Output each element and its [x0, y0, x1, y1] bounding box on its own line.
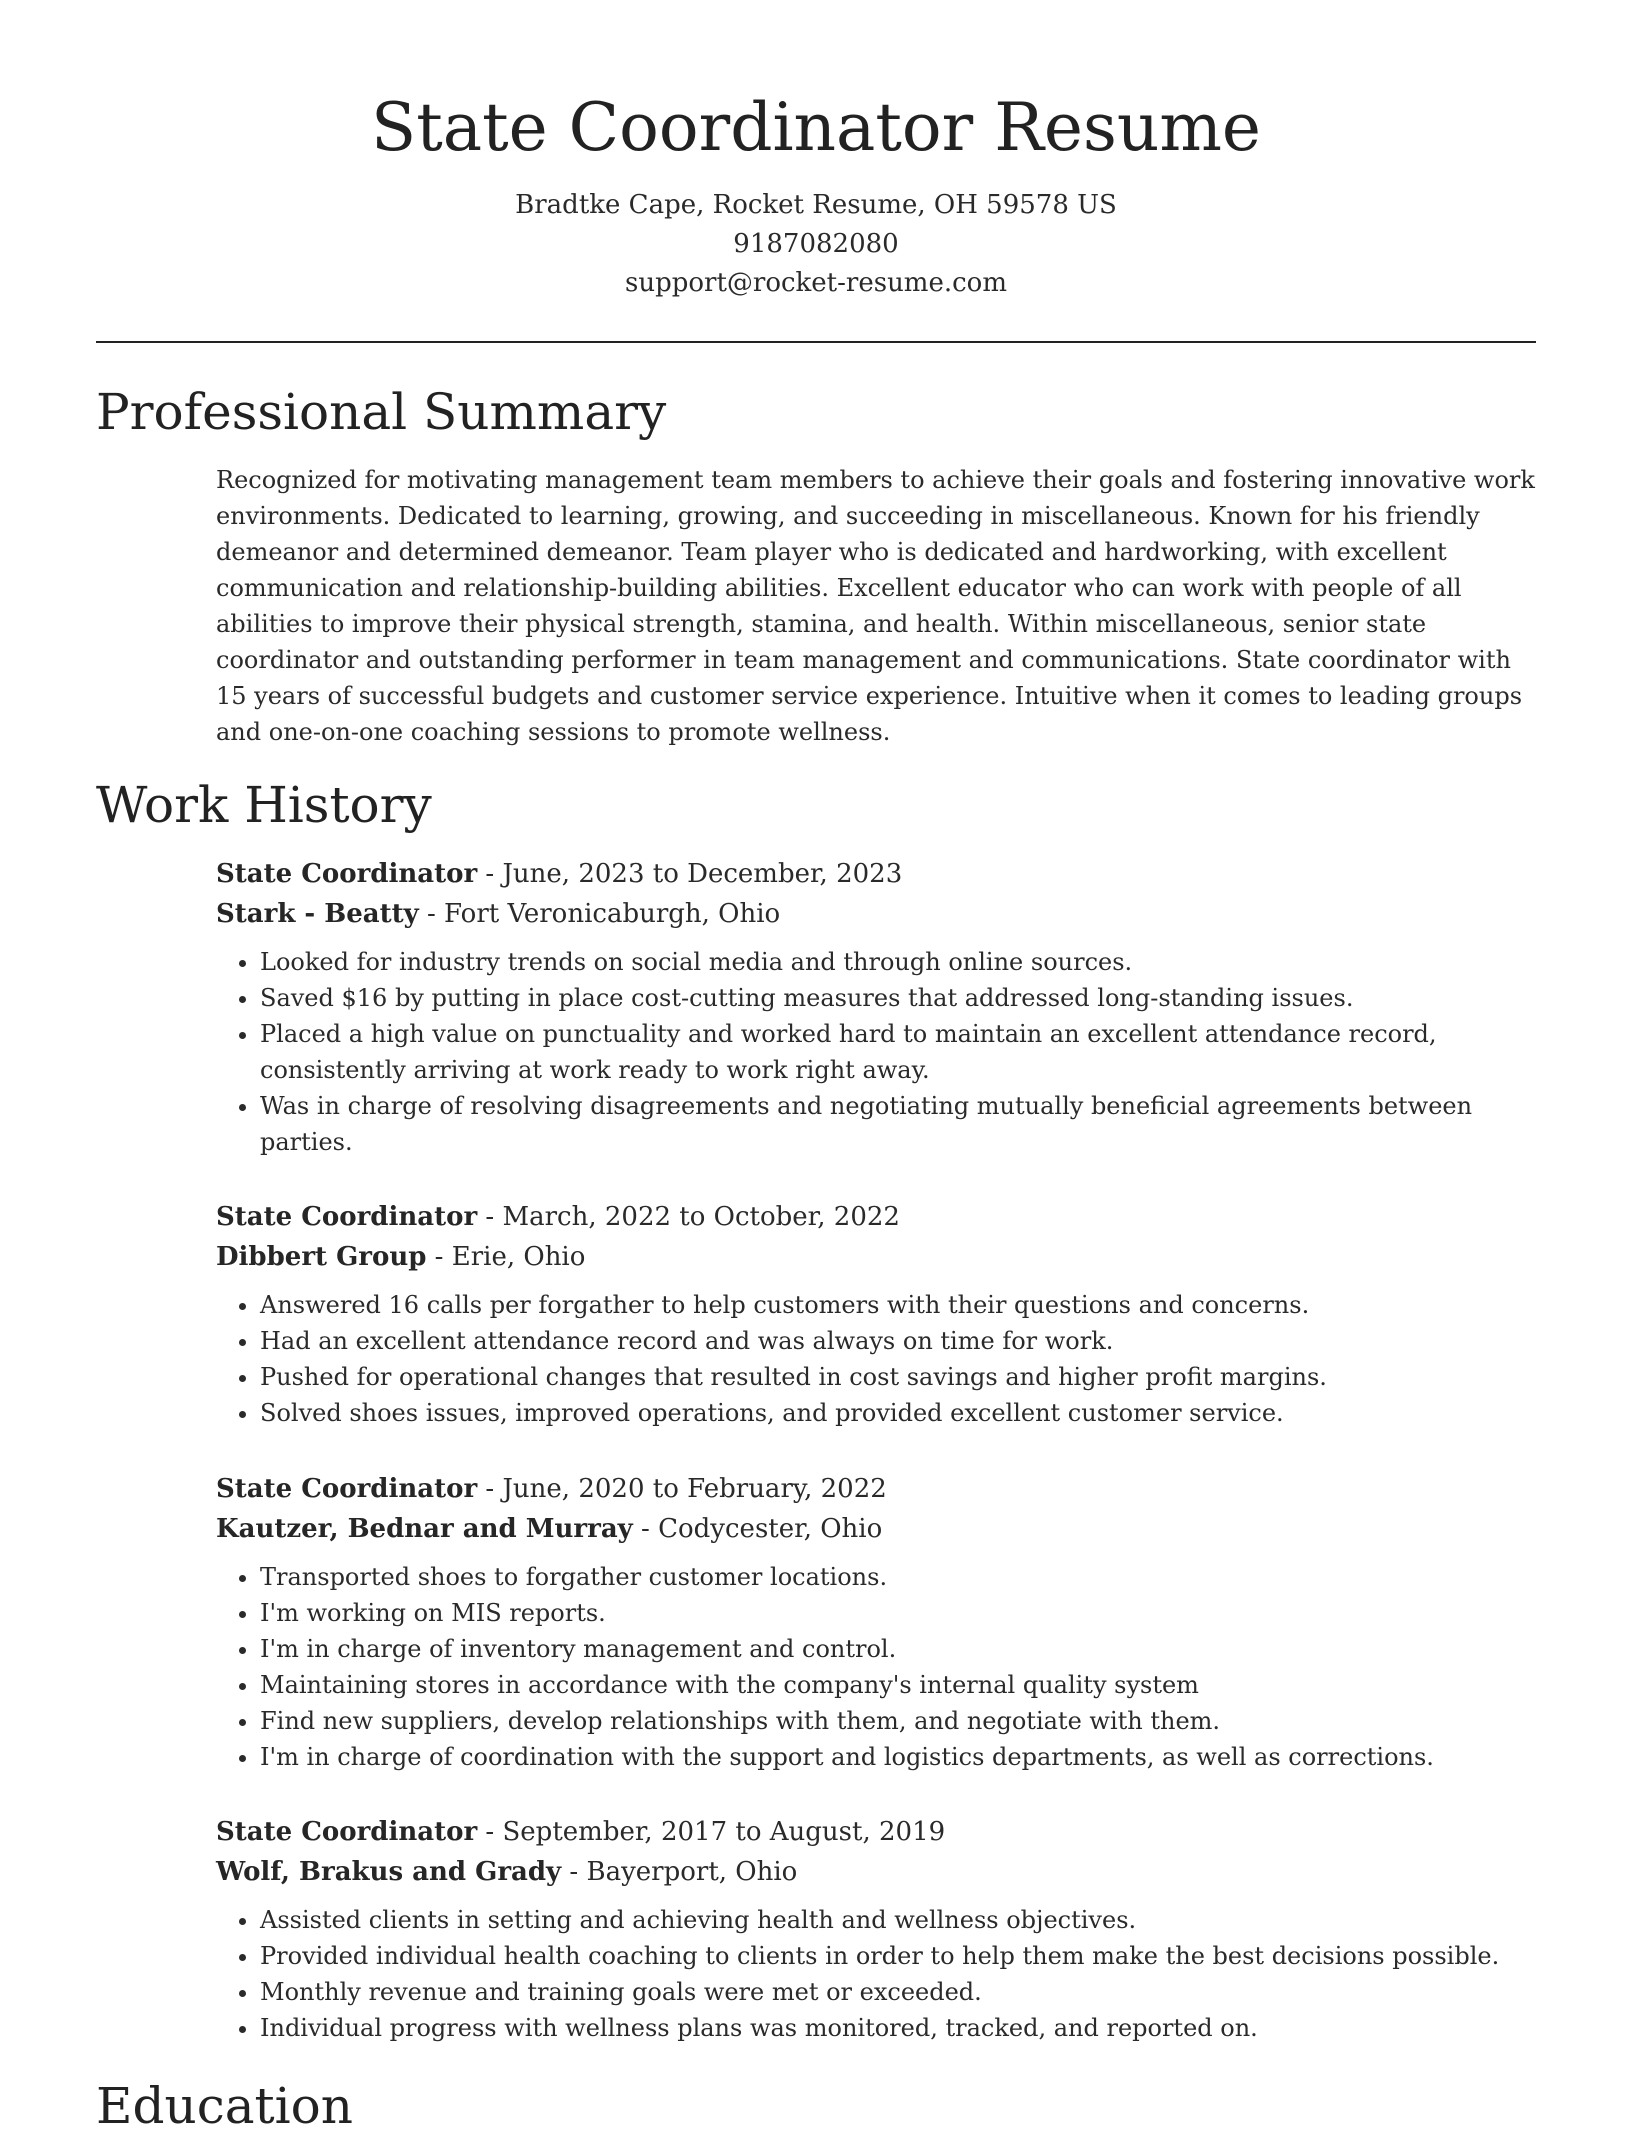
contact-phone: 9187082080 — [733, 229, 899, 259]
job-title-line — [216, 1469, 1536, 1509]
job-bullet: • Placed a high value on punctuality and worked hard to maintain an excellent attendance record, consistently arriving at work ready to work right away. — [260, 1016, 1536, 1088]
job-title: State Coordinator — [216, 1817, 478, 1847]
work-history-heading: Work History — [96, 776, 432, 834]
job-bullet: • Individual progress with wellness plans was monitored, tracked, and reported on. — [260, 2010, 1536, 2046]
education-heading: Education — [96, 2077, 353, 2135]
job-bullet: • I'm working on MIS reports. — [260, 1595, 1536, 1631]
job-bullet: • Find new suppliers, develop relationships with them, and negotiate with them. — [260, 1703, 1536, 1739]
job-company: Wolf, Brakus and Grady — [216, 1857, 562, 1887]
job-location: - Codycester, Ohio — [632, 1514, 883, 1544]
resume-header — [96, 84, 1536, 303]
summary-heading: Professional Summary — [96, 383, 667, 441]
job-bullet: • Saved $16 by putting in place cost-cutting measures that addressed long-standing issues. — [260, 980, 1536, 1016]
contact-email: support@rocket-resume.com — [624, 268, 1007, 298]
job-bullets — [216, 1287, 1536, 1431]
job-dates: - June, 2023 to December, 2023 — [477, 859, 903, 889]
job-bullets — [216, 1559, 1536, 1775]
job-company: Dibbert Group — [216, 1242, 427, 1272]
job-bullet: • Answered 16 calls per forgather to help customers with their questions and concerns. — [260, 1287, 1536, 1323]
job-bullet: • Transported shoes to forgather customer locations. — [260, 1559, 1536, 1595]
job-entry — [216, 1197, 1536, 1431]
job-entry — [216, 1469, 1536, 1775]
summary-text: Recognized for motivating management team members to achieve their goals and fostering innovative work environments. Dedicated to learning, growing, and succeeding in miscellaneous. Known for his friendly demeanor and determined demeanor. Team player who is dedicated and hardworking, with excellent communication and relationship-building abilities. Excellent educator who can work with people of all abilities to improve their physical strength, stamina, and health. Within miscellaneous, senior state coordinator and outstanding performer in team management and communications. State coordinator with 15 years of successful budgets and customer service experience. Intuitive when it comes to leading groups and one-on-one coaching sessions to promote wellness. — [216, 466, 1535, 746]
job-company-line — [216, 1852, 1536, 1892]
contact-address: Bradtke Cape, Rocket Resume, OH 59578 US — [515, 190, 1117, 220]
job-bullet: • I'm in charge of inventory management and control. — [260, 1631, 1536, 1667]
job-location: - Fort Veronicaburgh, Ohio — [418, 899, 781, 929]
job-bullet: • Monthly revenue and training goals were met or exceeded. — [260, 1974, 1536, 2010]
contact-info — [96, 186, 1536, 303]
job-entry — [216, 854, 1536, 1160]
job-dates: - June, 2020 to February, 2022 — [477, 1474, 887, 1504]
job-location: - Erie, Ohio — [426, 1242, 586, 1272]
job-bullet: • Provided individual health coaching to clients in order to help them make the best decisions possible. — [260, 1938, 1536, 1974]
job-bullet: • Maintaining stores in accordance with the company's internal quality system — [260, 1667, 1536, 1703]
job-title-line — [216, 854, 1536, 894]
job-dates: - September, 2017 to August, 2019 — [477, 1817, 946, 1847]
resume-title: State Coordinator Resume — [371, 89, 1261, 166]
job-entry — [216, 1812, 1536, 2046]
job-title-line — [216, 1812, 1536, 1852]
job-company: Stark - Beatty — [216, 899, 419, 929]
job-bullet: • Was in charge of resolving disagreements and negotiating mutually beneficial agreements between parties. — [260, 1088, 1536, 1160]
job-title: State Coordinator — [216, 1202, 478, 1232]
job-bullet: • Had an excellent attendance record and was always on time for work. — [260, 1323, 1536, 1359]
header-divider — [96, 341, 1536, 343]
job-company: Kautzer, Bednar and Murray — [216, 1514, 633, 1544]
job-bullets — [216, 1902, 1536, 2046]
job-company-line — [216, 1509, 1536, 1549]
job-bullet: • I'm in charge of coordination with the support and logistics departments, as well as corrections. — [260, 1739, 1536, 1775]
job-title-line — [216, 1197, 1536, 1237]
job-bullet: • Looked for industry trends on social media and through online sources. — [260, 944, 1536, 980]
job-company-line — [216, 894, 1536, 934]
job-title: State Coordinator — [216, 859, 478, 889]
job-bullet: • Solved shoes issues, improved operations, and provided excellent customer service. — [260, 1395, 1536, 1431]
job-location: - Bayerport, Ohio — [561, 1857, 798, 1887]
job-dates: - March, 2022 to October, 2022 — [477, 1202, 900, 1232]
job-bullet: • Assisted clients in setting and achieving health and wellness objectives. — [260, 1902, 1536, 1938]
job-company-line — [216, 1237, 1536, 1277]
job-title: State Coordinator — [216, 1474, 478, 1504]
job-bullet: • Pushed for operational changes that resulted in cost savings and higher profit margins. — [260, 1359, 1536, 1395]
job-bullets — [216, 944, 1536, 1160]
